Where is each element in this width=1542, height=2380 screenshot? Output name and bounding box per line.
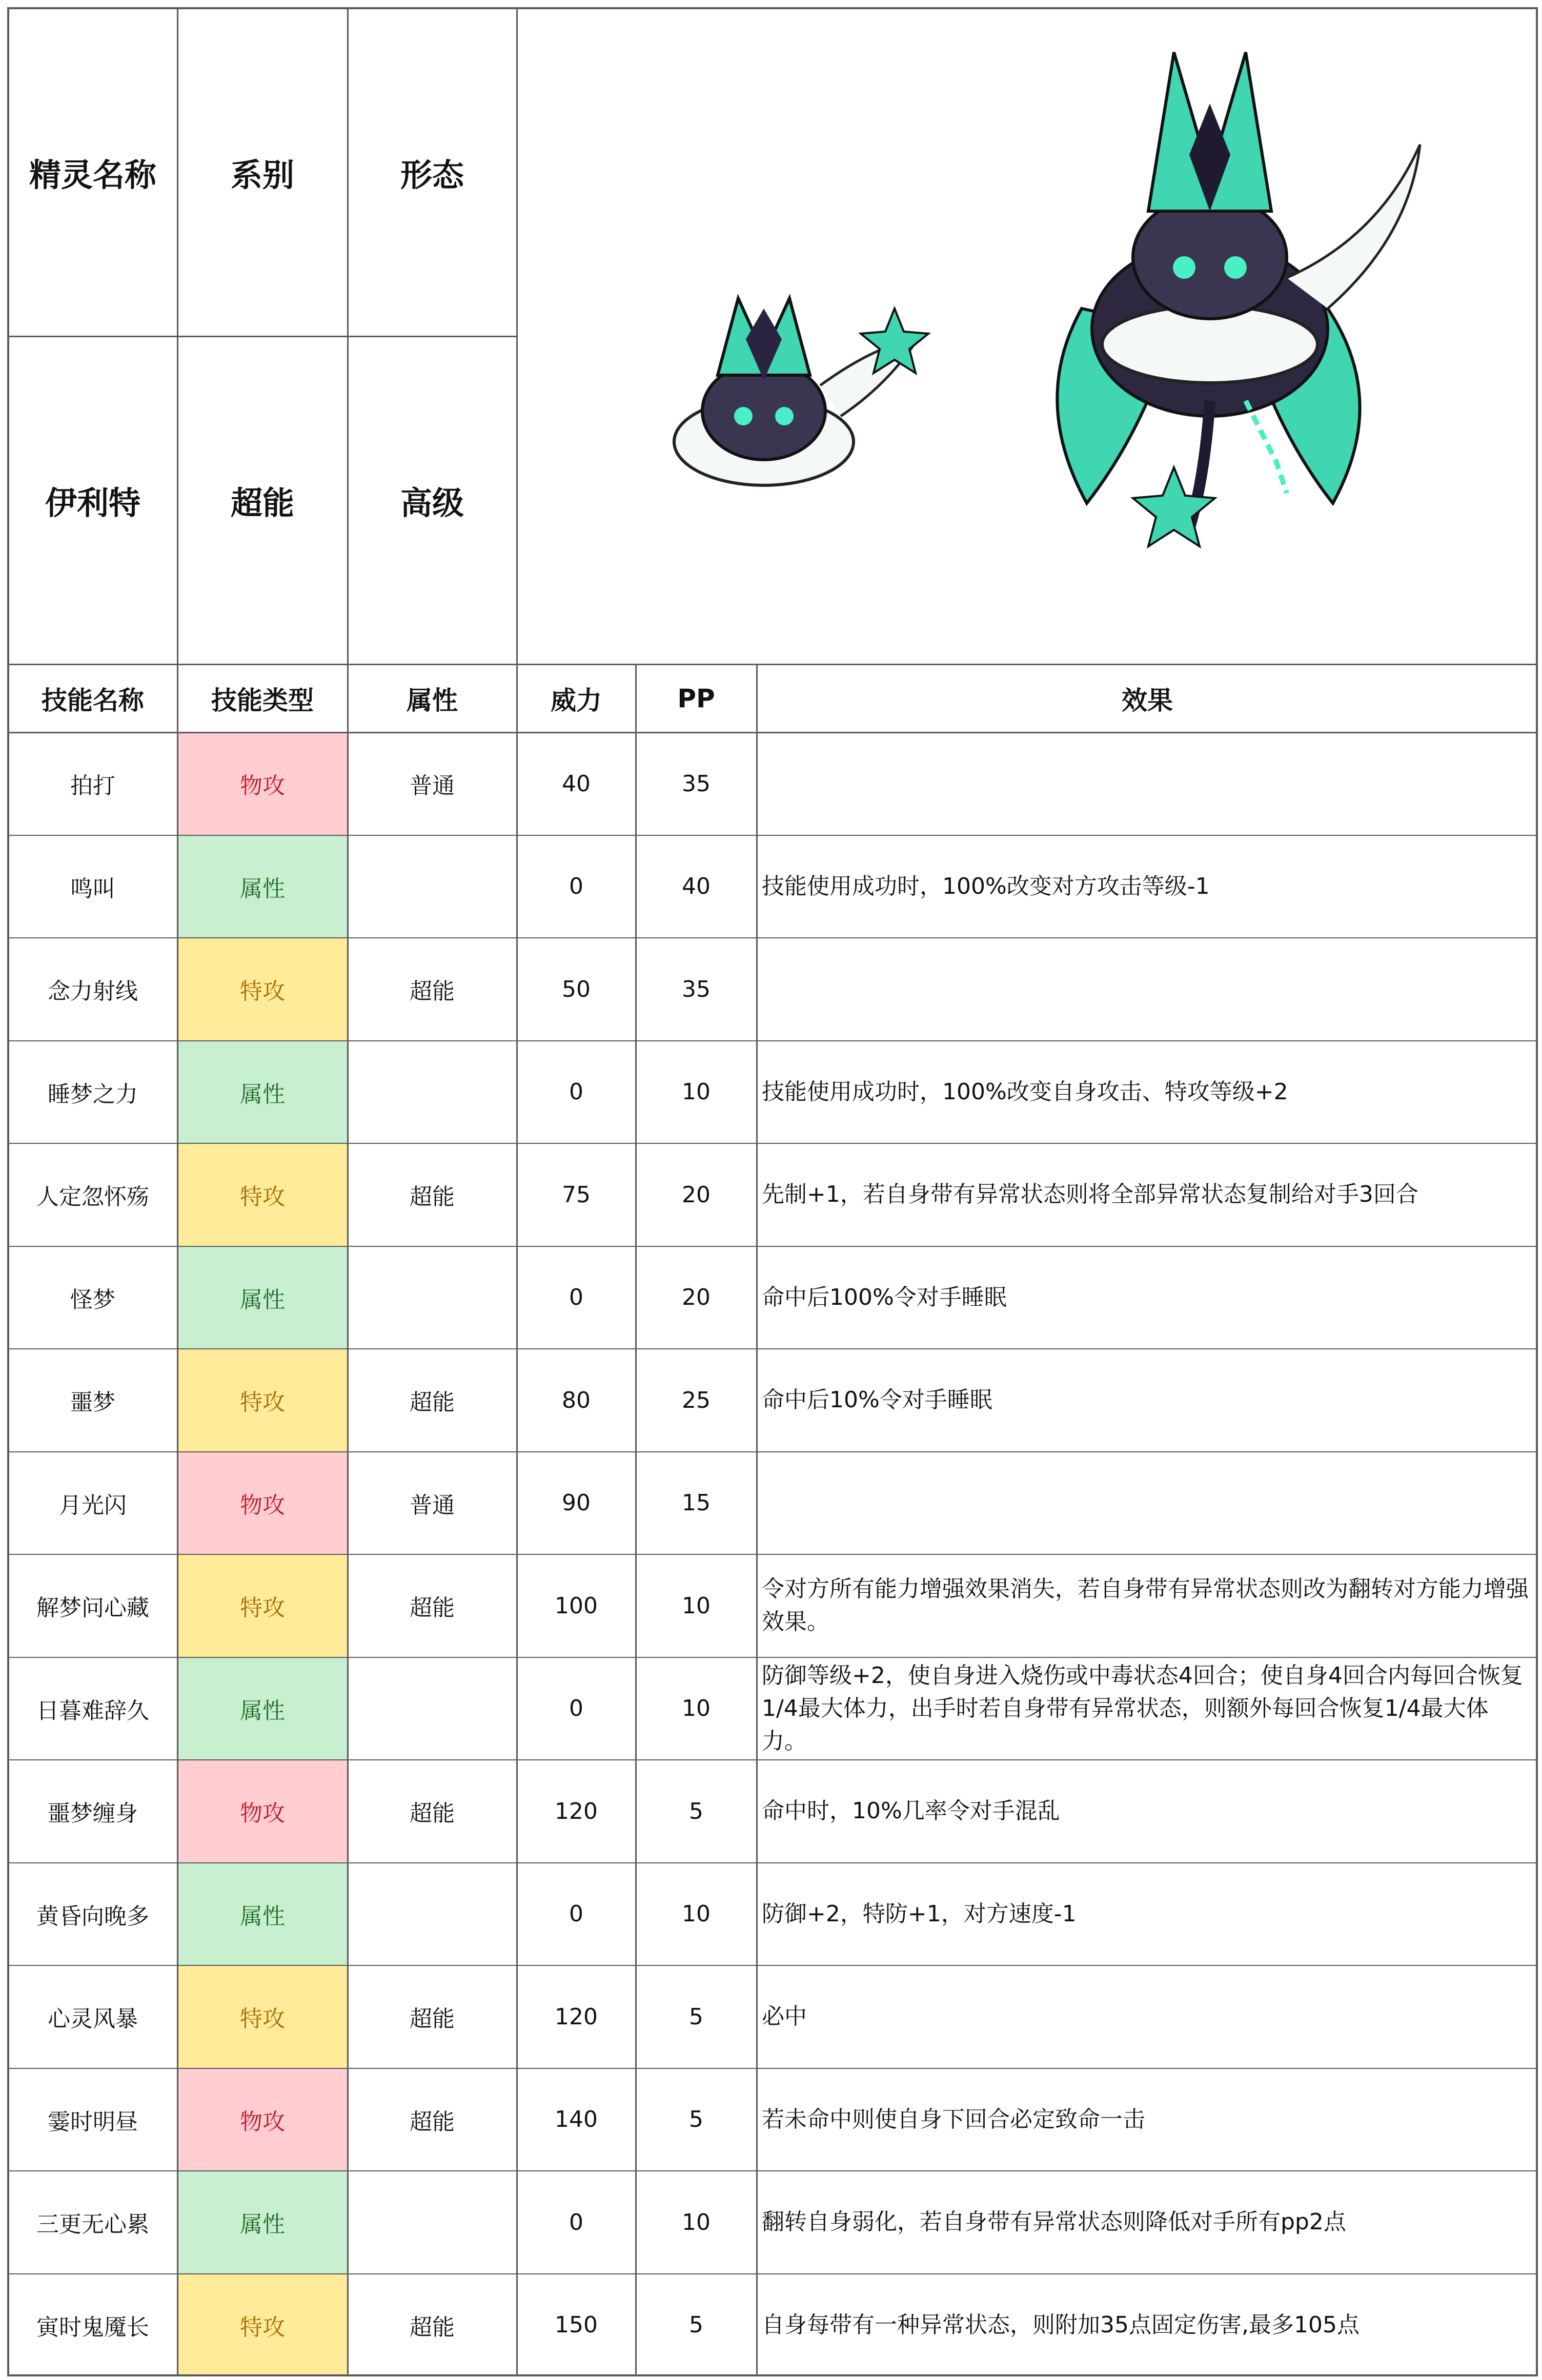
skill-name-cell: 噩梦缠身: [48, 1800, 138, 1827]
skill-attribute-cell: [348, 1863, 517, 1966]
skill-power-cell: 75: [562, 1181, 591, 1208]
large-form-sprite: [1057, 52, 1420, 546]
skill-pp-cell: 15: [682, 1490, 711, 1516]
grid-row-line: [7, 1040, 1538, 1041]
skill-power-cell: 150: [555, 2312, 598, 2338]
small-form-sprite: [674, 298, 928, 485]
skill-pp-cell: 35: [682, 976, 711, 1002]
grid-info-mid: [7, 336, 517, 337]
grid-row-line: [7, 1348, 1538, 1349]
grid-outer-left: [7, 7, 9, 2376]
form-label: 形态: [400, 156, 464, 194]
skill-type-cell: 物攻: [177, 2068, 348, 2171]
skill-pp-cell: 25: [682, 1387, 711, 1413]
skill-attribute-cell: 超能: [410, 1389, 455, 1416]
skill-type-cell: 属性: [177, 2171, 348, 2274]
skill-effect-cell: 命中后100%令对手睡眠: [762, 1284, 1007, 1310]
skill-name-cell: 念力射线: [48, 978, 138, 1005]
grid-header-bottom: [7, 732, 1538, 733]
grid-col-line: [177, 664, 178, 2376]
skill-attribute-cell: [348, 835, 517, 938]
skill-attribute-cell: 超能: [410, 2006, 455, 2033]
grid-col-line: [635, 664, 637, 2376]
skill-attribute-cell: 超能: [410, 1184, 455, 1210]
skill-effect-cell: 若未命中则使自身下回合必定致命一击: [762, 2106, 1145, 2132]
grid-col-line: [516, 664, 518, 2376]
grid-row-line: [7, 2170, 1538, 2171]
skill-power-cell: 0: [569, 2209, 583, 2235]
skill-effect-cell: 技能使用成功时，100%改变自身攻击、特攻等级+2: [762, 1078, 1288, 1105]
skill-type-cell: 物攻: [177, 732, 348, 835]
grid-info-col1: [177, 7, 178, 664]
grid-info-bottom: [7, 664, 1538, 665]
skill-name-cell: 月光闪: [59, 1492, 127, 1519]
skill-pp-cell: 5: [689, 2312, 703, 2338]
skill-name-cell: 噩梦: [70, 1389, 115, 1416]
skill-power-cell: 0: [569, 1901, 583, 1927]
name-label: 精灵名称: [29, 156, 156, 194]
skill-pp-cell: 40: [682, 873, 711, 900]
sprite-artwork: [518, 11, 1538, 663]
skill-attribute-cell: 普通: [410, 773, 455, 799]
skill-pp-cell: 35: [682, 770, 711, 797]
grid-row-line: [7, 1657, 1538, 1658]
skill-name-cell: 黄昏向晚多: [36, 1903, 149, 1930]
col-header-skill-name: 技能名称: [42, 685, 144, 715]
skill-power-cell: 0: [569, 1695, 583, 1722]
grid-row-line: [7, 1143, 1538, 1144]
skill-effect-cell: 防御+2，特防+1，对方速度-1: [762, 1900, 1077, 1927]
skill-power-cell: 140: [555, 2106, 598, 2133]
skill-name-cell: 鸣叫: [70, 875, 115, 902]
skill-type-cell: 特攻: [177, 1349, 348, 1452]
skill-power-cell: 120: [555, 1798, 598, 1824]
skill-pp-cell: 10: [682, 2209, 711, 2235]
grid-row-line: [7, 1451, 1538, 1452]
grid-outer-top: [7, 7, 1538, 9]
grid-info-col2: [347, 7, 349, 664]
skill-effect-cell: [757, 938, 1538, 1041]
grid-row-line: [7, 1554, 1538, 1555]
col-header-power: 威力: [551, 685, 602, 715]
skill-type-cell: 属性: [177, 1863, 348, 1966]
skill-name-cell: 三更无心累: [36, 2211, 149, 2238]
skill-attribute-cell: [348, 1246, 517, 1349]
skill-pp-cell: 10: [682, 1592, 711, 1619]
col-header-pp: PP: [677, 683, 715, 713]
skill-name-cell: 解梦问心藏: [36, 1595, 149, 1622]
skill-effect-cell: 命中时，10%几率令对手混乱: [762, 1798, 1060, 1824]
skill-name-cell: 寅时鬼魇长: [36, 2314, 149, 2341]
skill-attribute-cell: [348, 2171, 517, 2274]
skill-type-cell: 特攻: [177, 1143, 348, 1246]
skill-effect-cell: 防御等级+2，使自身进入烧伤或中毒状态4回合；使自身4回合内每回合恢复1/4最大体力，出手时若自身带有异常状态，则额外每回合恢复1/4最大体力。: [762, 1662, 1523, 1754]
skill-power-cell: 40: [562, 770, 591, 797]
skill-effect-cell: 命中后10%令对手睡眠: [762, 1387, 992, 1413]
skill-effect-cell: 必中: [762, 2003, 807, 2030]
skill-effect-cell: 技能使用成功时，100%改变对方攻击等级-1: [762, 873, 1210, 899]
skill-pp-cell: 10: [682, 1695, 711, 1722]
grid-row-line: [7, 1965, 1538, 1966]
skill-power-cell: 120: [555, 2003, 598, 2030]
skill-pp-cell: 10: [682, 1079, 711, 1105]
skill-name-cell: 心灵风暴: [48, 2006, 138, 2033]
skill-type-cell: 属性: [177, 835, 348, 938]
skill-type-cell: 特攻: [177, 1554, 348, 1657]
skill-power-cell: 0: [569, 873, 583, 900]
skill-power-cell: 0: [569, 1284, 583, 1311]
skill-type-cell: 物攻: [177, 1760, 348, 1863]
skill-attribute-cell: 超能: [410, 2314, 455, 2341]
skill-effect-cell: 先制+1，若自身带有异常状态则将全部异常状态复制给对手3回合: [762, 1181, 1418, 1208]
skill-type-cell: 属性: [177, 1246, 348, 1349]
skill-name-cell: 怪梦: [70, 1286, 115, 1313]
skill-pp-cell: 5: [689, 2106, 703, 2133]
skill-pp-cell: 5: [689, 1798, 703, 1824]
skill-power-cell: 100: [555, 1592, 598, 1619]
skill-effect-cell: [757, 1452, 1538, 1555]
skill-power-cell: 0: [569, 1079, 583, 1105]
sprite-series: 超能: [230, 484, 294, 522]
grid-row-line: [7, 1246, 1538, 1247]
grid-outer-bottom: [7, 2374, 1538, 2376]
skill-power-cell: 80: [562, 1387, 591, 1413]
skill-name-cell: 睡梦之力: [48, 1081, 138, 1107]
grid-row-line: [7, 1862, 1538, 1863]
grid-col-line: [756, 664, 758, 2376]
skill-pp-cell: 20: [682, 1284, 711, 1311]
skill-type-cell: 特攻: [177, 1965, 348, 2068]
col-header-skill-type: 技能类型: [211, 685, 314, 715]
skill-pp-cell: 20: [682, 1181, 711, 1208]
skill-power-cell: 50: [562, 976, 591, 1002]
skill-name-cell: 人定忽怀殇: [36, 1184, 149, 1210]
skill-name-cell: 拍打: [70, 773, 115, 799]
skill-attribute-cell: 超能: [410, 2108, 455, 2135]
sprite-name: 伊利特: [45, 484, 140, 522]
skill-attribute-cell: 超能: [410, 978, 455, 1005]
skill-attribute-cell: 超能: [410, 1595, 455, 1622]
skill-effect-cell: 翻转自身弱化，若自身带有异常状态则降低对手所有pp2点: [762, 2209, 1346, 2235]
grid-row-line: [7, 2273, 1538, 2274]
skill-effect-cell: 令对方所有能力增强效果消失，若自身带有异常状态则改为翻转对方能力增强效果。: [762, 1576, 1529, 1635]
skill-pp-cell: 5: [689, 2003, 703, 2030]
col-header-attribute: 属性: [407, 685, 458, 715]
skill-power-cell: 90: [562, 1490, 591, 1516]
skill-type-cell: 特攻: [177, 2274, 348, 2377]
skill-effect-cell: [757, 732, 1538, 835]
skill-type-cell: 属性: [177, 1041, 348, 1144]
col-header-effect: 效果: [1122, 685, 1173, 715]
skill-effect-cell: 自身每带有一种异常状态，则附加35点固定伤害,最多105点: [762, 2311, 1360, 2338]
grid-row-line: [7, 937, 1538, 938]
skill-attribute-cell: [348, 1041, 517, 1144]
series-label: 系别: [230, 156, 294, 194]
grid-outer-right: [1536, 7, 1538, 2376]
skill-type-cell: 特攻: [177, 938, 348, 1041]
skill-name-cell: 霎时明昼: [48, 2108, 138, 2135]
skill-name-cell: 日暮难辞久: [36, 1697, 149, 1724]
grid-row-line: [7, 2068, 1538, 2069]
skill-pp-cell: 10: [682, 1901, 711, 1927]
skill-attribute-cell: [348, 1657, 517, 1760]
skill-attribute-cell: 超能: [410, 1800, 455, 1827]
grid-row-line: [7, 1759, 1538, 1760]
skill-type-cell: 属性: [177, 1657, 348, 1760]
skill-attribute-cell: 普通: [410, 1492, 455, 1519]
grid-col-line: [347, 664, 349, 2376]
sprite-form: 高级: [400, 484, 464, 522]
grid-row-line: [7, 835, 1538, 836]
skill-type-cell: 物攻: [177, 1452, 348, 1555]
grid-info-col3: [516, 7, 518, 664]
